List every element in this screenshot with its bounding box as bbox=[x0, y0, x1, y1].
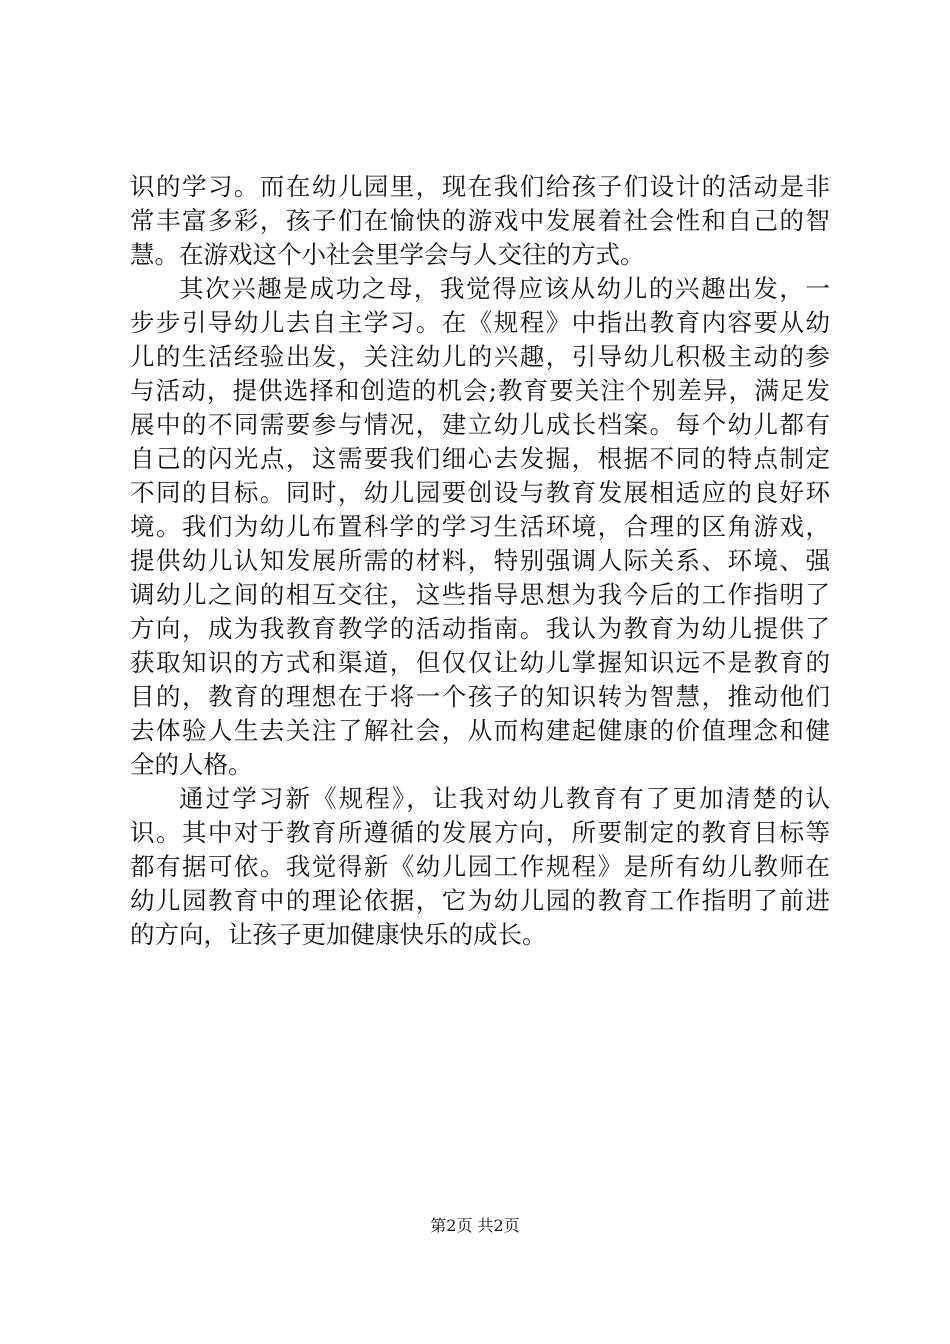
text-line: 识的学习。而在幼儿园里，现在我们给孩子们设计的活动是非 bbox=[130, 172, 830, 201]
text-line: 不同的目标。同时，幼儿园要创设与教育发展相适应的良好环 bbox=[130, 478, 830, 507]
text-line: 提供幼儿认知发展所需的材料，特别强调人际关系、环境、强 bbox=[130, 546, 830, 575]
text-line: 幼儿园教育中的理论依据，它为幼儿园的教育工作指明了前进 bbox=[130, 886, 830, 915]
text-line: 去体验人生去关注了解社会，从而构建起健康的价值理念和健 bbox=[130, 716, 830, 745]
text-line: 通过学习新《规程》，让我对幼儿教育有了更加清楚的认 bbox=[179, 784, 830, 813]
text-line: 境。我们为幼儿布置科学的学习生活环境，合理的区角游戏， bbox=[130, 512, 830, 541]
paragraph-1 bbox=[130, 170, 830, 272]
paragraph-2 bbox=[130, 272, 830, 782]
text-line: 展中的不同需要参与情况，建立幼儿成长档案。每个幼儿都有 bbox=[130, 410, 830, 439]
text-line: 的方向，让孩子更加健康快乐的成长。 bbox=[130, 920, 547, 949]
text-line: 识。其中对于教育所遵循的发展方向，所要制定的教育目标等 bbox=[130, 818, 830, 847]
text-line: 常丰富多彩，孩子们在愉快的游戏中发展着社会性和自己的智 bbox=[130, 206, 830, 235]
text-line: 都有据可依。我觉得新《幼儿园工作规程》是所有幼儿教师在 bbox=[130, 852, 830, 881]
text-line: 全的人格。 bbox=[130, 750, 253, 779]
text-line: 与活动，提供选择和创造的机会;教育要关注个别差异，满足发 bbox=[130, 376, 830, 405]
text-line: 儿的生活经验出发，关注幼儿的兴趣，引导幼儿积极主动的参 bbox=[130, 342, 830, 371]
text-line: 调幼儿之间的相互交往，这些指导思想为我今后的工作指明了 bbox=[130, 580, 830, 609]
page-number-footer: 第2页 共2页 bbox=[430, 1216, 520, 1235]
text-line: 获取知识的方式和渠道，但仅仅让幼儿掌握知识远不是教育的 bbox=[130, 648, 830, 677]
text-line: 其次兴趣是成功之母，我觉得应该从幼儿的兴趣出发，一 bbox=[179, 274, 830, 303]
text-line: 目的，教育的理想在于将一个孩子的知识转为智慧，推动他们 bbox=[130, 682, 830, 711]
text-line: 步步引导幼儿去自主学习。在《规程》中指出教育内容要从幼 bbox=[130, 308, 830, 337]
paragraph-3 bbox=[130, 782, 830, 952]
text-line: 慧。在游戏这个小社会里学会与人交往的方式。 bbox=[130, 240, 645, 269]
document-body bbox=[130, 170, 830, 952]
text-line: 自己的闪光点，这需要我们细心去发掘，根据不同的特点制定 bbox=[130, 444, 830, 473]
text-line: 方向，成为我教育教学的活动指南。我认为教育为幼儿提供了 bbox=[130, 614, 830, 643]
